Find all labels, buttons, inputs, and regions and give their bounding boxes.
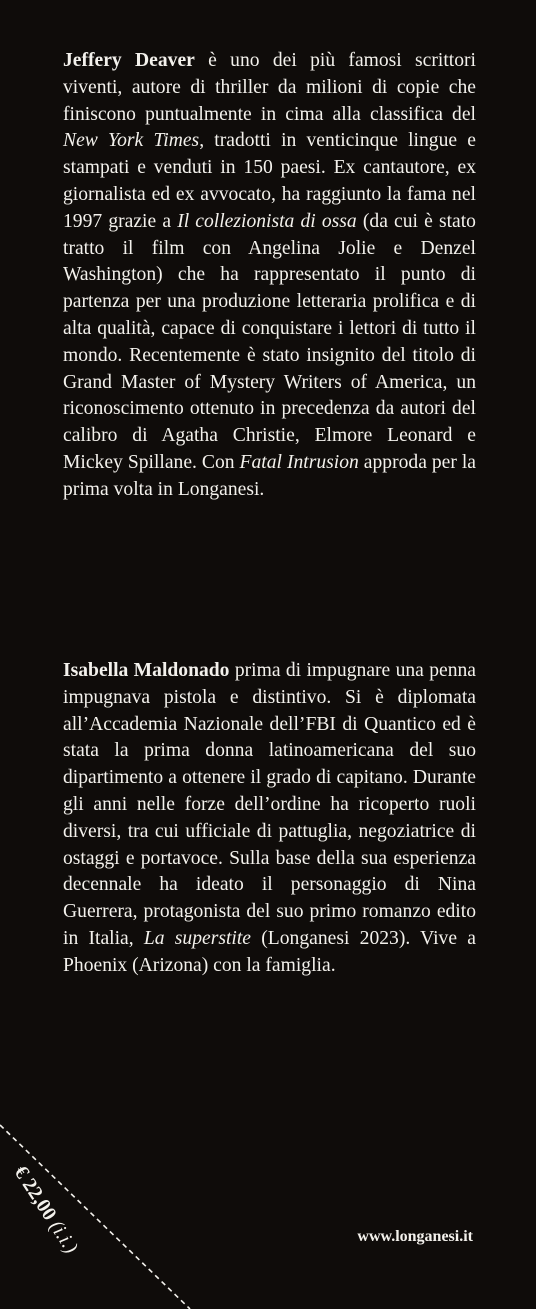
author-name-deaver: Jeffery Deaver [63, 50, 195, 71]
bio-text: , tradotti in venticinque lingue e stampati e venduti in 150 paesi. Ex cantautore, ex giornalista ed ex avvocato, ha raggiunto la fama nel 1997 grazie a [63, 130, 476, 232]
author-bio-maldonado [63, 658, 476, 980]
bio-title-italic: Il collezionista di ossa [177, 210, 357, 232]
cut-corner-dashed-line [0, 1000, 200, 1309]
publisher-website: www.longanesi.it [357, 1228, 473, 1245]
bio-text: approda per la prima volta in Longanesi. [63, 451, 477, 500]
bio-title-italic: La superstite [143, 927, 252, 949]
bio-text: (Longanesi 2023). Vive a Phoenix (Arizona) con la famiglia. [63, 927, 476, 976]
bio-text: è uno dei più famosi scrittori viventi, autore di thriller da milioni di copie che finiscono puntualmente in cima alla classifica del [63, 50, 476, 125]
price-amount: € 22,00 [9, 1162, 61, 1225]
price-tax-note: (i.i.) [44, 1216, 83, 1258]
author-name-maldonado: Isabella Maldonado [63, 660, 230, 681]
bio-text: (da cui è stato tratto il film con Angelina Jolie e Denzel Washington) che ha rappresentato il punto di partenza per una produzione letteraria prolifica e di alta qualità, capace di conquistare i lettori di tutto il mondo. Recentemente è stato insignito del titolo di Grand Master of Mystery Writers of America, un riconoscimento ottenuto in precedenza da autori del calibro di Agatha Christie, Elmore Leonard e Mickey Spillane. Con [63, 210, 476, 473]
author-bio-deaver [63, 48, 476, 504]
bio-title-italic: New York Times [63, 130, 200, 152]
bio-title-italic: Fatal Intrusion [239, 451, 359, 473]
bio-text: prima di impugnare una penna impugnava pistola e distintivo. Si è diplomata all’Accademia Nazionale dell’FBI di Quantico ed è stata la prima donna latinoamericana del suo dipartimento a ottenere il grado di capitano. Durante gli anni nelle forze dell’ordine ha ricoperto ruoli diversi, tra cui ufficiale di pattuglia, negoziatrice di ostaggi e portavoce. Sulla base della sua esperienza decennale ha ideato il personaggio di Nina Guerrera, protagonista del suo primo romanzo edito in Italia, [63, 660, 476, 949]
